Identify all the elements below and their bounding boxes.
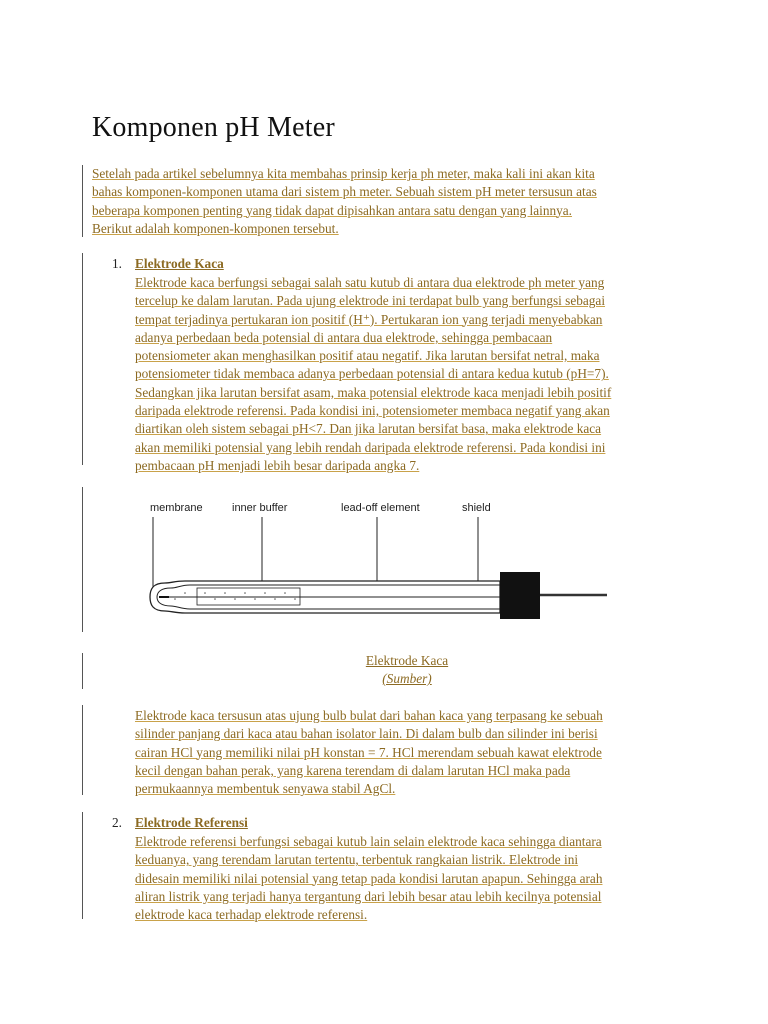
figure-caption[interactable]: Elektrode Kaca (365, 653, 449, 668)
item-line: diartikan oleh sistem sebagai pH<7. Dan jika larutan bersifat basa, maka elektrode kaca (135, 421, 602, 437)
figure-source-link[interactable]: (Sumber) (382, 671, 432, 686)
list-number: 2. (112, 815, 122, 830)
label-inner-buffer: inner buffer (232, 502, 288, 514)
item-paragraph[interactable] (135, 833, 695, 924)
figure-description[interactable] (135, 707, 695, 798)
quote-bar (82, 705, 83, 795)
desc-line: permukaannya membentuk senyawa stabil AgCl. (135, 781, 396, 797)
item-line: adanya perbedaan beda potensial di antara dua elektrode, sehingga pembacaan (135, 329, 553, 345)
desc-line: cairan HCl yang memiliki nilai pH konstan = 7. HCl merendam sebuah kawat elektrode (135, 744, 602, 760)
item-line: pembacaan pH menjadi lebih besar daripada angka 7. (135, 457, 420, 473)
glass-electrode-diagram (145, 487, 615, 632)
item-line: potensiometer akan menghasilkan positif atau negatif. Jika larutan bersifat netral, maka (135, 348, 600, 364)
list-number: 1. (112, 256, 122, 271)
item-line: tempat terjadinya pertukaran ion positif (H⁺). Pertukaran ion yang terjadi menyebabkan (135, 311, 603, 327)
item-line: daripada elektrode referensi. Pada kondisi ini, potensiometer membaca negatif yang akan (135, 403, 610, 419)
quote-bar (82, 165, 83, 237)
item-line: akan memiliki potensial yang lebih rendah daripada elektrode referensi. Pada kondisi ini (135, 439, 606, 455)
item-line: Sedangkan jika larutan bersifat asam, maka potensial elektrode kaca menjadi lebih positif (135, 384, 612, 400)
intro-line: bahas komponen-komponen utama dari sistem ph meter. Sebuah sistem pH meter tersusun atas (92, 184, 597, 200)
item-paragraph[interactable] (135, 274, 695, 475)
item-line: didesain memiliki nilai potensial yang tetap pada kondisi larutan apapun. Sehingga arah (135, 870, 603, 886)
quote-bar (82, 653, 83, 689)
item-line: Elektrode kaca berfungsi sebagai salah satu kutub di antara dua elektrode ph meter yang (135, 275, 605, 290)
desc-line: Elektrode kaca tersusun atas ujung bulb bulat dari bahan kaca yang terpasang ke sebuah (135, 708, 603, 723)
label-membrane: membrane (150, 502, 203, 514)
quote-bar (82, 487, 83, 632)
label-shield: shield (462, 502, 491, 514)
item-line: aliran listrik yang terjadi hanya tergantung dari lebih besar atau lebih kecilnya potensial (135, 888, 602, 904)
quote-bar (82, 253, 83, 465)
label-lead-off-element: lead-off element (341, 502, 420, 514)
item-line: elektrode kaca terhadap elektrode referensi. (135, 907, 368, 923)
item-line: potensiometer tidak membaca adanya perbedaan potensial di antara kedua kutub (pH=7). (135, 366, 609, 382)
item-line: Elektrode referensi berfungsi sebagai kutub lain selain elektrode kaca sehingga diantara (135, 834, 602, 849)
intro-line: Berikut adalah komponen-komponen tersebut. (92, 220, 339, 236)
item-line: tercelup ke dalam larutan. Pada ujung elektrode ini terdapat bulb yang berfungsi sebagai (135, 293, 606, 309)
intro-line: beberapa komponen penting yang tidak dapat dipisahkan antara satu dengan yang lainnya. (92, 202, 573, 218)
desc-line: kecil dengan bahan perak, yang karena terendam di dalam larutan HCl maka pada (135, 762, 571, 778)
item-line: keduanya, yang terendam larutan tertentu, terbentuk rangkaian listrik. Elektrode ini (135, 852, 579, 868)
intro-paragraph[interactable] (92, 165, 692, 238)
quote-bar (82, 812, 83, 919)
desc-line: silinder panjang dari kaca atau bahan isolator lain. Di dalam bulb dan silinder ini berisi (135, 726, 598, 742)
item-heading[interactable]: Elektrode Kaca (135, 256, 224, 271)
page-title: Komponen pH Meter (92, 112, 335, 143)
item-heading[interactable]: Elektrode Referensi (135, 815, 248, 830)
intro-line: Setelah pada artikel sebelumnya kita membahas prinsip kerja ph meter, maka kali ini akan kita (92, 166, 595, 181)
